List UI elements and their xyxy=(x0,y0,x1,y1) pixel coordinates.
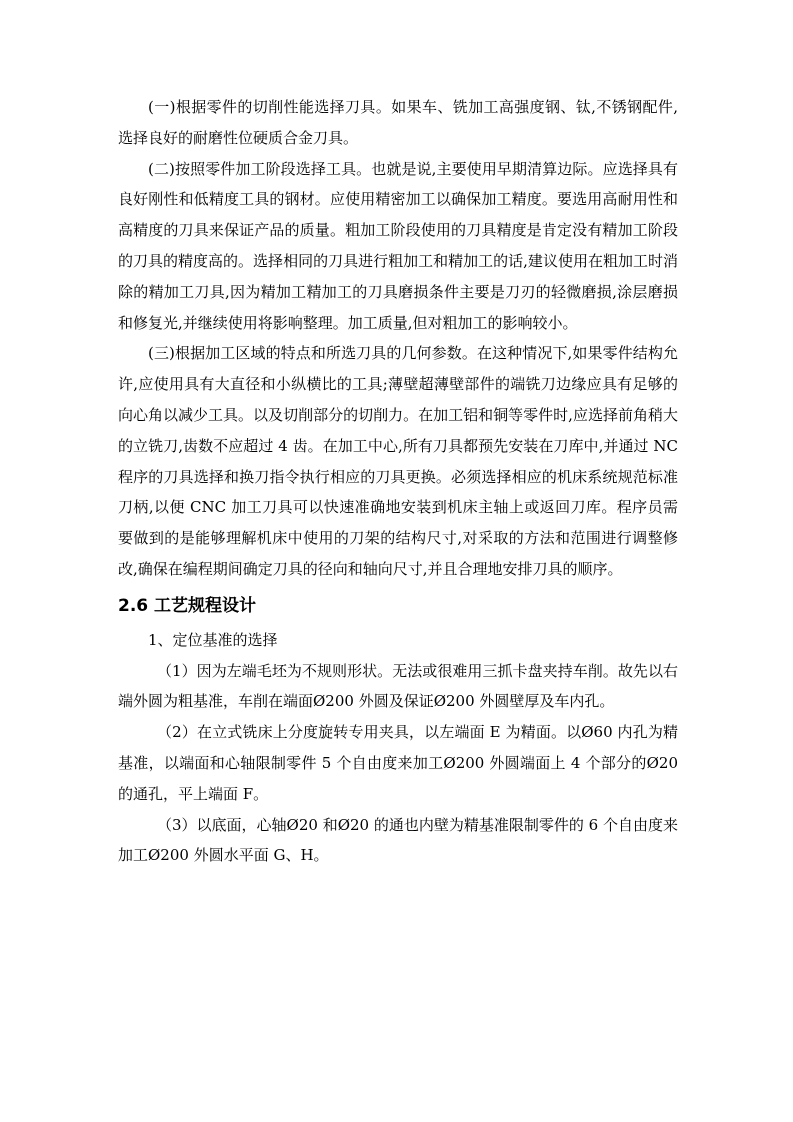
list-item-2: （2）在立式铣床上分度旋转专用夹具，以左端面 E 为精面。以Ø60 内孔为精基准，以端面和心轴限制零件 5 个自由度来加工Ø200 外圆端面上 4 个部分的Ø20 的通孔，平上端面 F。 xyxy=(118,723,678,803)
section-heading: 2.6 工艺规程设计 xyxy=(118,595,257,616)
list-item-3: （3）以底面，心轴Ø20 和Ø20 的通也内壁为精基准限制零件的 6 个自由度来加工Ø200 外圆水平面 G、H。 xyxy=(118,815,678,865)
paragraph-tool-selection-geometry: (三)根据加工区域的特点和所选刀具的几何参数。在这种情况下,如果零件结构允许,应使用具有大直径和小纵横比的工具;薄壁超薄壁部件的端铣刀边缘应具有足够的向心角以减少工具。以及切削部分的切削力。在加工铝和铜等零件时,应选择前角稍大的立铣刀,齿数不应超过 4 齿。在加工中心,所有刀具都预先安装在刀库中,并通过 NC 程序的刀具选择和换刀指令执行相应的刀具更换。必须选择相应的机床系统规范标准刀柄,以便 CNC 加工刀具可以快速准确地安装到机床主轴上或返回刀库。程序员需要做到的是能够理解机床中使用的刀架的结构尺寸,对采取的方法和范围进行调整修改,确保在编程期间确定刀具的径向和轴向尺寸,并且合理地安排刀具的顺序。 xyxy=(118,344,678,578)
paragraph-tool-selection-stage: (二)按照零件加工阶段选择工具。也就是说,主要使用早期清算边际。应选择具有良好刚性和低精度工具的钢材。应使用精密加工以确保加工精度。要选用高耐用性和高精度的刀具来保证产品的质量。粗加工阶段使用的刀具精度是肯定没有精加工阶段的刀具的精度高的。选择相同的刀具进行粗加工和精加工的话,建议使用在粗加工时消除的精加工刀具,因为精加工精加工的刀具磨损条件主要是刀刃的轻微磨损,涂层磨损和修复光,并继续使用将影响整理。加工质量,但对粗加工的影响较小。 xyxy=(118,159,678,332)
paragraph-tool-selection-cutting: (一)根据零件的切削性能选择刀具。如果车、铣加工高强度钢、钛,不锈钢配件,选择良好的耐磨性位硬质合金刀具。 xyxy=(118,98,678,147)
document-page xyxy=(118,92,678,871)
list-item-1: （1）因为左端毛坯为不规则形状。无法或很难用三抓卡盘夹持车削。故先以右端外圆为粗基准，车削在端面Ø200 外圆及保证Ø200 外圆壁厚及车内孔。 xyxy=(118,661,678,711)
subsection-heading: 1、定位基准的选择 xyxy=(148,630,278,649)
